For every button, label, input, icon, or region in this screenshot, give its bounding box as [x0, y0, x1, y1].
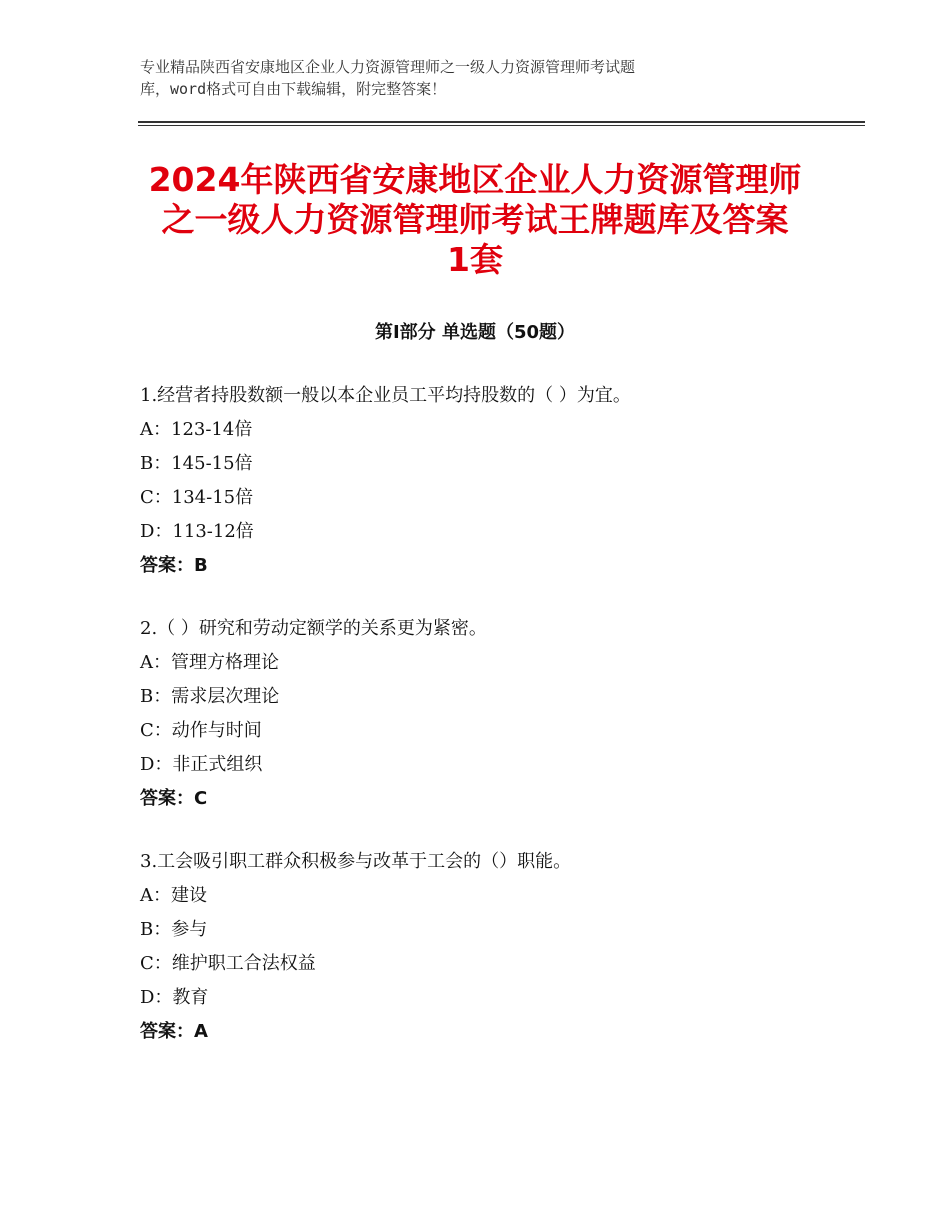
question-2: [140, 615, 860, 819]
header-note: [140, 56, 780, 100]
answer: 答案：C: [140, 788, 208, 809]
option-a: A：建设: [140, 885, 207, 906]
option-d: D：非正式组织: [140, 754, 263, 775]
question-list: [140, 382, 860, 1081]
option-c: C：动作与时间: [140, 720, 262, 741]
option-a: A：管理方格理论: [140, 652, 279, 673]
header-divider-thin: [138, 125, 865, 126]
question-1: [140, 382, 860, 586]
title-line-3: 1套: [447, 240, 503, 279]
question-3: [140, 848, 860, 1052]
document-title: [130, 160, 820, 280]
option-d: D：113-12倍: [140, 521, 254, 542]
header-note-line-2: 库，word格式可自由下载编辑，附完整答案！: [140, 80, 447, 98]
option-d: D：教育: [140, 987, 209, 1008]
option-b: B：参与: [140, 919, 208, 940]
header-note-line-1: 专业精品陕西省安康地区企业人力资源管理师之一级人力资源管理师考试题: [140, 58, 636, 76]
header-divider-thick: [138, 121, 865, 123]
option-b: B：145-15倍: [140, 453, 253, 474]
option-c: C：134-15倍: [140, 487, 254, 508]
title-line-2: 之一级人力资源管理师考试王牌题库及答案: [161, 200, 789, 239]
question-stem: 3.工会吸引职工群众积极参与改革于工会的（）职能。: [140, 851, 572, 872]
question-stem: 1.经营者持股数额一般以本企业员工平均持股数的（ ）为宜。: [140, 385, 631, 406]
option-a: A：123-14倍: [140, 419, 253, 440]
answer: 答案：B: [140, 555, 208, 576]
section-heading: 第Ⅰ部分 单选题（50题）: [374, 322, 575, 343]
option-c: C：维护职工合法权益: [140, 953, 316, 974]
title-line-1: 2024年陕西省安康地区企业人力资源管理师: [148, 160, 802, 199]
option-b: B：需求层次理论: [140, 686, 280, 707]
question-stem: 2.（ ）研究和劳动定额学的关系更为紧密。: [140, 618, 487, 639]
answer: 答案：A: [140, 1021, 208, 1042]
